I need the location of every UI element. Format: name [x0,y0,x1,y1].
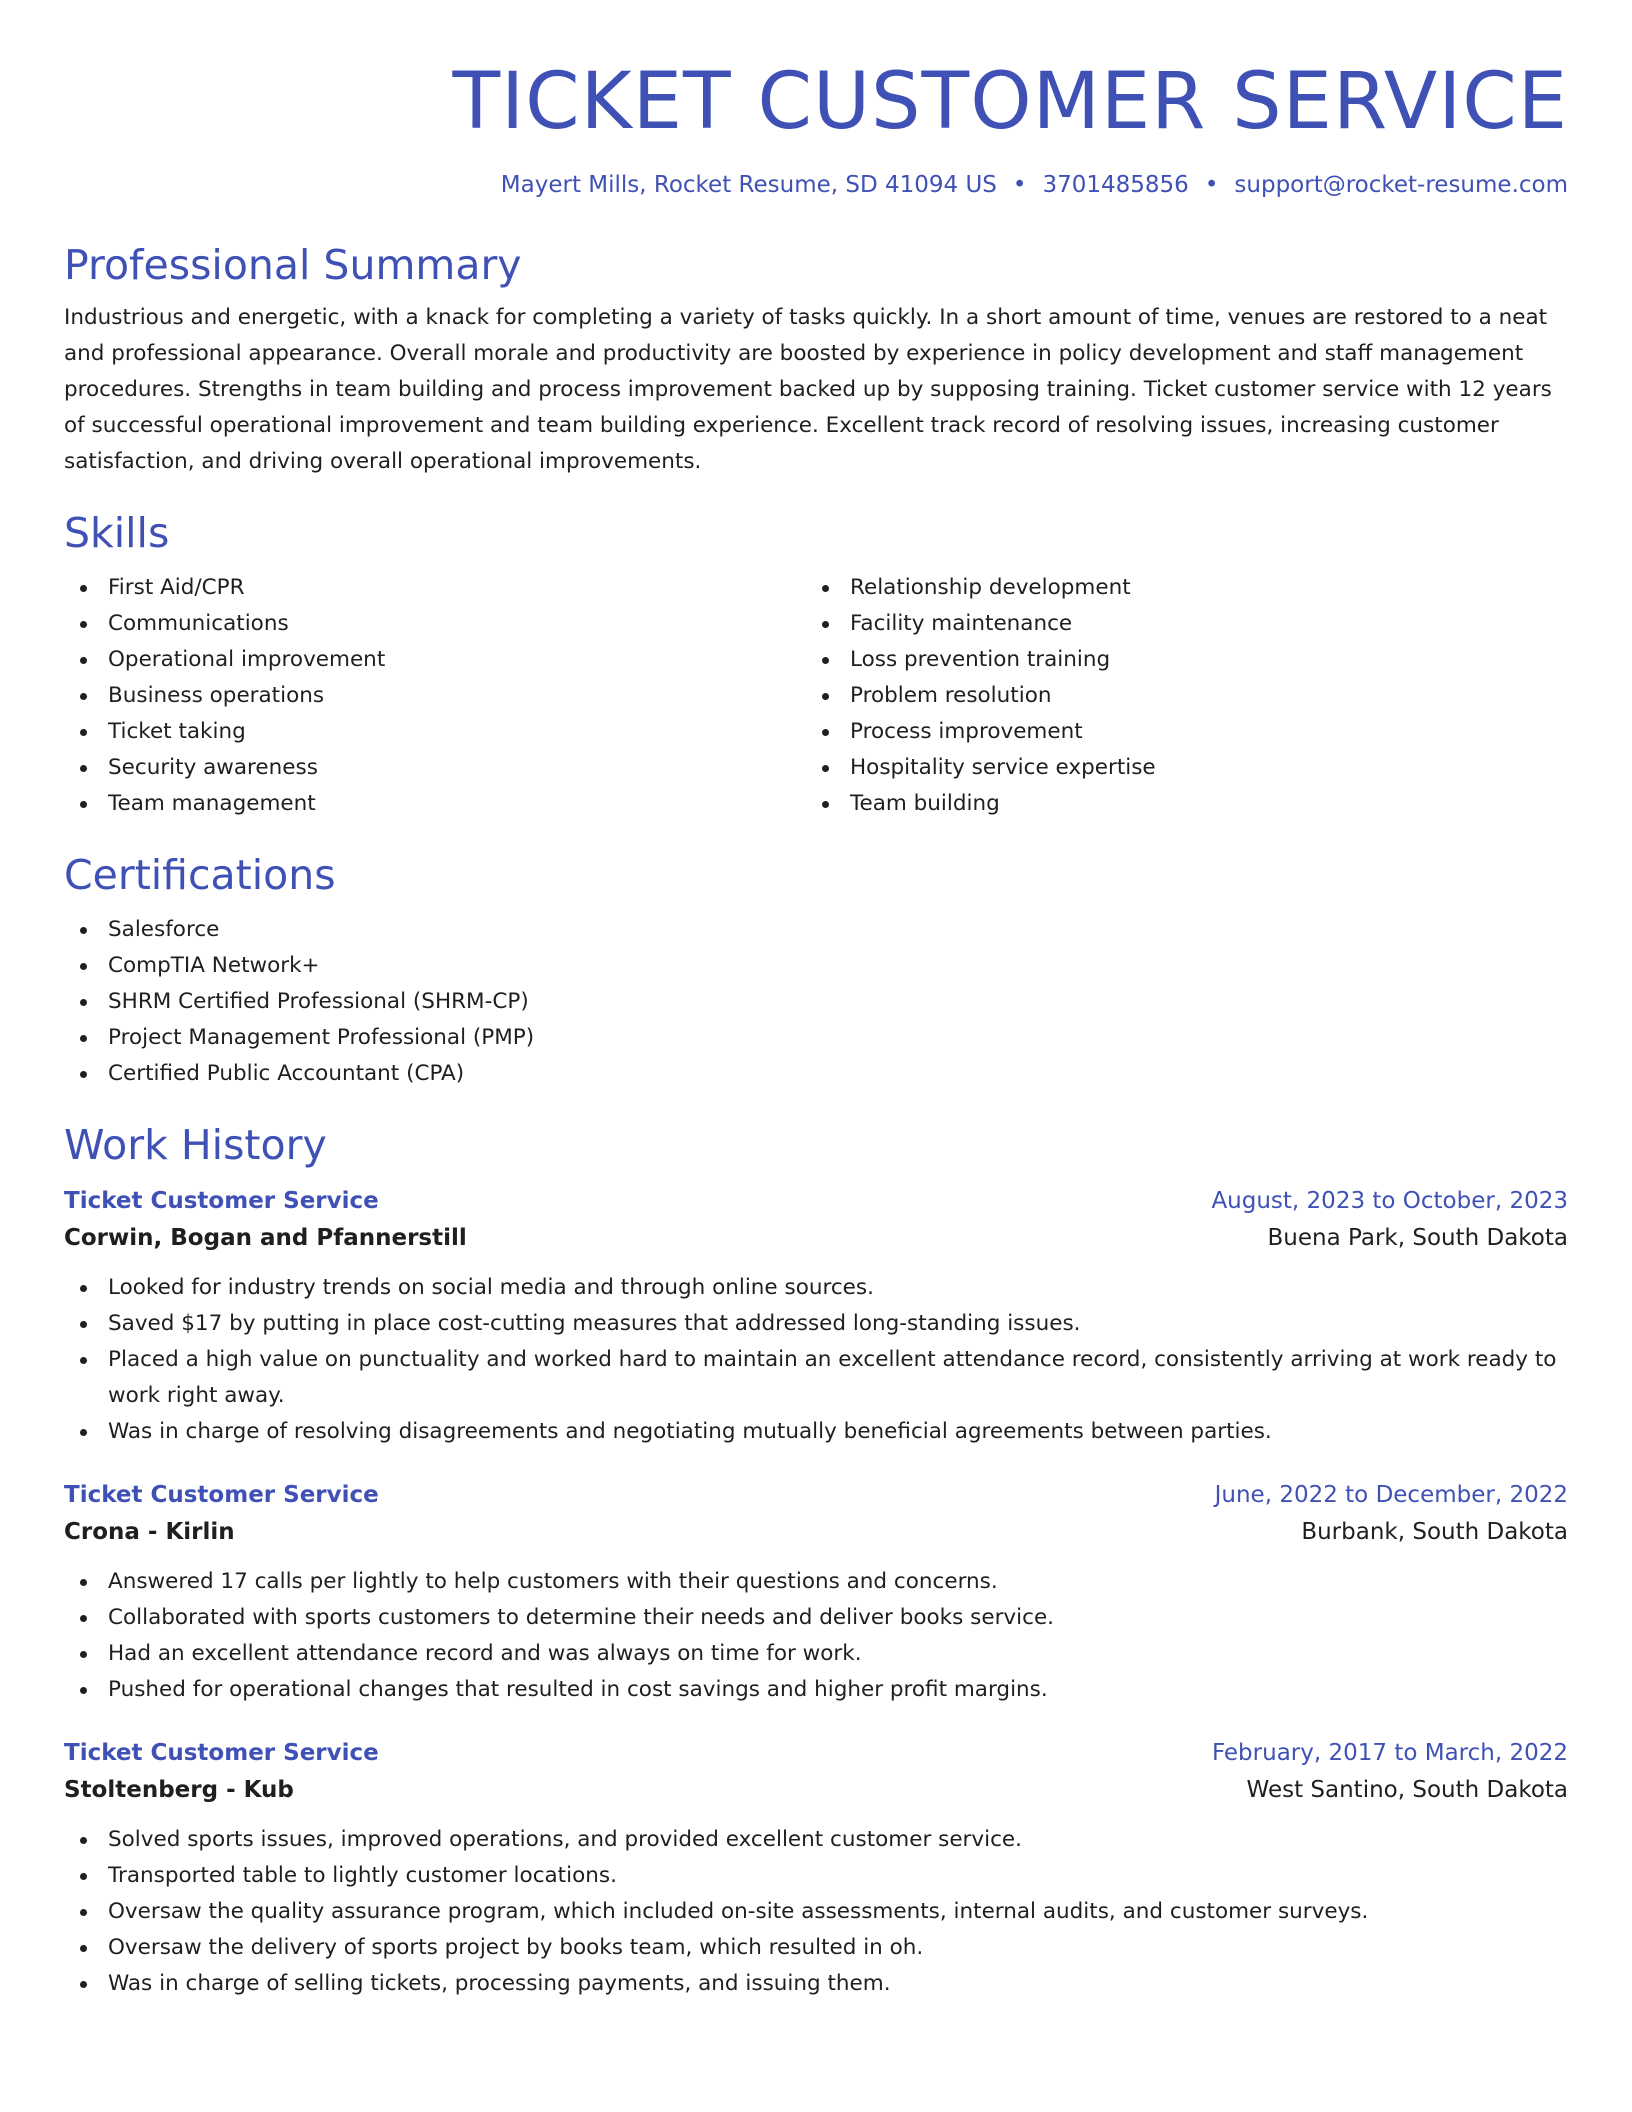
job-duty: Had an excellent attendance record and was always on time for work. [64,1636,1568,1672]
skill-item: Security awareness [64,750,806,786]
job-duty: Was in charge of resolving disagreements and negotiating mutually beneficial agreements between parties. [64,1414,1568,1450]
skill-item: Problem resolution [806,678,1548,714]
resume-name: TICKET CUSTOMER SERVICE [452,57,1568,147]
job-location: Buena Park, South Dakota [1267,1225,1568,1251]
skill-item: Team building [806,786,1548,822]
certifications-heading: Certifications [64,851,336,899]
job-company: Corwin, Bogan and Pfannerstill [64,1225,467,1251]
job-dates: August, 2023 to October, 2023 [1211,1188,1568,1214]
job-duty: Transported table to lightly customer locations. [64,1858,1568,1894]
job-company-row [64,1218,1568,1258]
skill-item: Team management [64,786,806,822]
job-location: West Santino, South Dakota [1246,1777,1568,1803]
skill-item: Ticket taking [64,714,806,750]
job-title: Ticket Customer Service [64,1740,379,1766]
skill-item: Communications [64,606,806,642]
skill-item: Business operations [64,678,806,714]
job-dates: June, 2022 to December, 2022 [1214,1482,1568,1508]
contact-line [64,170,1568,200]
job-header-row [64,1478,1568,1512]
job-title: Ticket Customer Service [64,1482,379,1508]
summary-heading: Professional Summary [64,241,522,289]
certification-item: CompTIA Network+ [64,948,1568,984]
job-company-row [64,1512,1568,1552]
summary-text: Industrious and energetic, with a knack for completing a variety of tasks quickly. In a short amount of time, venues are restored to a neat and professional appearance. Overall morale and productivity are boosted by experience in policy development and staff management procedures. Strengths in team building and process improvement backed up by supposing training. Ticket customer service with 12 years of successful operational improvement and team building experience. Excellent track record of resolving issues, increasing customer satisfaction, and driving overall operational improvements. [64,305,1552,474]
job-company: Stoltenberg - Kub [64,1777,294,1803]
skills-list-right [806,570,1548,822]
job-duty: Oversaw the delivery of sports project by books team, which resulted in oh. [64,1930,1568,1966]
contact-address: Mayert Mills, Rocket Resume, SD 41094 US [500,172,997,198]
job-duty: Pushed for operational changes that resulted in cost savings and higher profit margins. [64,1672,1568,1708]
job-duty: Was in charge of selling tickets, processing payments, and issuing them. [64,1966,1568,2002]
skill-item: Relationship development [806,570,1548,606]
job-dates: February, 2017 to March, 2022 [1211,1740,1568,1766]
skill-item: Loss prevention training [806,642,1548,678]
skills-grid [64,570,1568,822]
certifications-list [64,912,1568,1092]
skills-heading: Skills [64,509,170,557]
skill-item: Hospitality service expertise [806,750,1548,786]
job-duty: Oversaw the quality assurance program, which included on-site assessments, internal audits, and customer surveys. [64,1894,1568,1930]
resume-page [64,0,1568,2002]
job-duty: Collaborated with sports customers to determine their needs and deliver books service. [64,1600,1568,1636]
skill-item: First Aid/CPR [64,570,806,606]
job-duty: Saved $17 by putting in place cost-cutting measures that addressed long-standing issues. [64,1306,1568,1342]
job-header-row [64,1736,1568,1770]
job-duties-list [64,1822,1568,2002]
skills-column-right [806,570,1548,822]
skills-list-left [64,570,806,822]
contact-separator: • [1204,172,1219,198]
job-duties-list [64,1270,1568,1450]
work-history-heading: Work History [64,1121,327,1169]
job-company: Crona - Kirlin [64,1519,235,1545]
skills-column-left [64,570,806,822]
job-location: Burbank, South Dakota [1301,1519,1568,1545]
certification-item: SHRM Certified Professional (SHRM-CP) [64,984,1568,1020]
contact-email: support@rocket-resume.com [1234,172,1568,198]
job-title: Ticket Customer Service [64,1188,379,1214]
job-header-row [64,1184,1568,1218]
job-entry [64,1478,1568,1708]
skill-item: Facility maintenance [806,606,1548,642]
skill-item: Operational improvement [64,642,806,678]
skill-item: Process improvement [806,714,1548,750]
job-duties-list [64,1564,1568,1708]
job-entry [64,1736,1568,2002]
contact-separator: • [1012,172,1027,198]
job-duty: Looked for industry trends on social media and through online sources. [64,1270,1568,1306]
certification-item: Project Management Professional (PMP) [64,1020,1568,1056]
job-company-row [64,1770,1568,1810]
certification-item: Certified Public Accountant (CPA) [64,1056,1568,1092]
job-duty: Solved sports issues, improved operations, and provided excellent customer service. [64,1822,1568,1858]
job-duty: Answered 17 calls per lightly to help customers with their questions and concerns. [64,1564,1568,1600]
job-entry [64,1184,1568,1450]
job-duty: Placed a high value on punctuality and worked hard to maintain an excellent attendance record, consistently arriving at work ready to work right away. [64,1342,1568,1414]
certification-item: Salesforce [64,912,1568,948]
contact-phone: 3701485856 [1042,172,1189,198]
